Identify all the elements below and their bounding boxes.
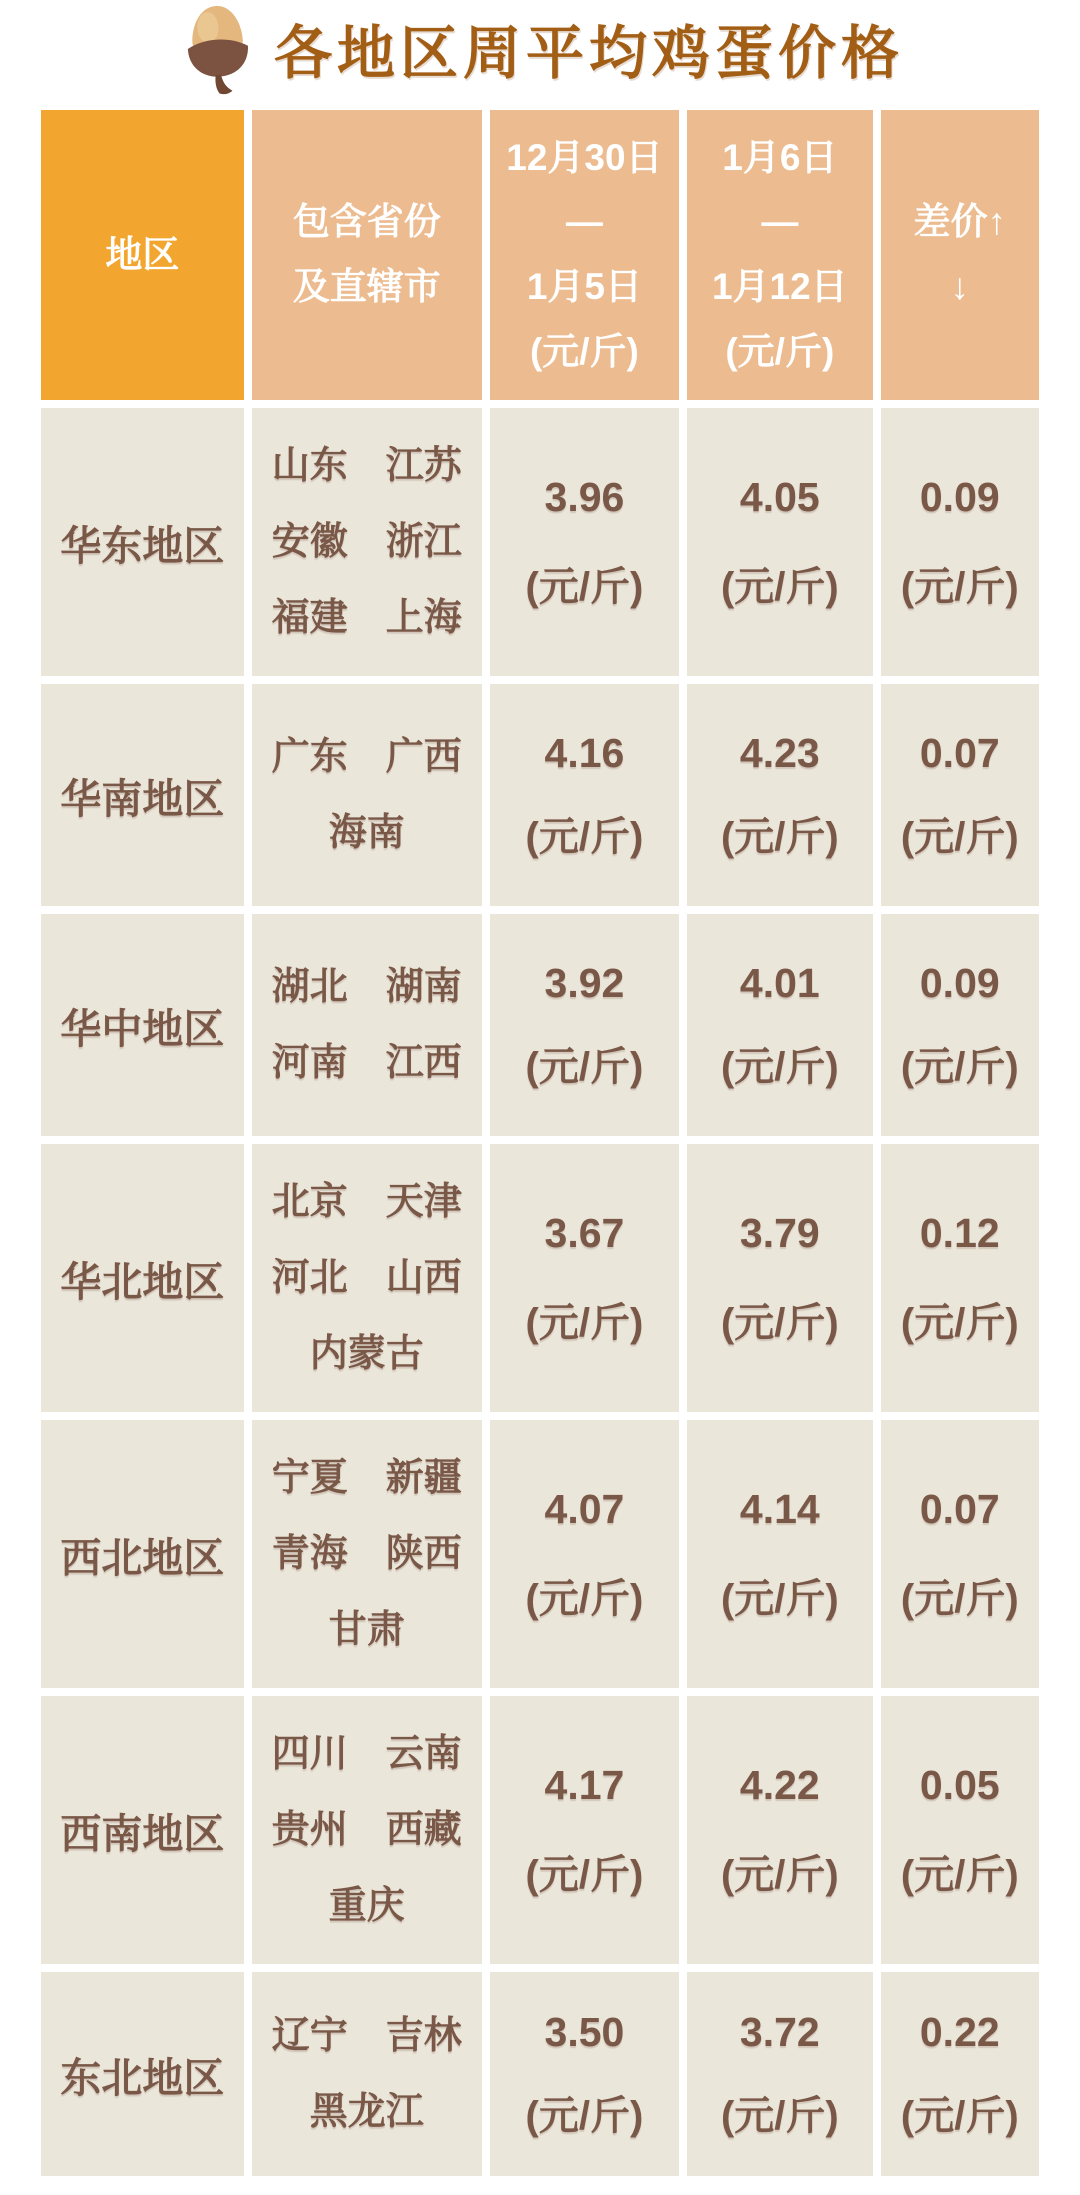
- week2-cell: [687, 1696, 872, 1964]
- price-unit: (元/斤): [720, 1300, 839, 1345]
- header-diff: [881, 110, 1039, 400]
- header-region-label: 地区: [105, 233, 180, 275]
- price-unit: (元/斤): [720, 814, 839, 859]
- province-line: 海南: [328, 812, 405, 854]
- price-unit: (元/斤): [525, 1576, 644, 1621]
- price-value: 0.07: [919, 1486, 1000, 1533]
- price-value: 0.12: [919, 1210, 1000, 1257]
- province-line: 安徽 浙江: [271, 521, 462, 563]
- header-provinces-line1: 包含省份: [292, 201, 441, 243]
- header-region: [41, 110, 244, 400]
- provinces-cell: [252, 1420, 482, 1688]
- province-line: 河南 江西: [271, 1042, 462, 1084]
- title-bar: [0, 0, 1080, 102]
- region-name: 华中地区: [60, 1005, 225, 1052]
- region-name: 华北地区: [60, 1258, 225, 1305]
- table-body: [41, 408, 1039, 2176]
- week2-cell: [687, 1144, 872, 1412]
- week2-cell: [687, 1972, 872, 2176]
- price-unit: (元/斤): [900, 1300, 1019, 1345]
- provinces-cell: [252, 684, 482, 906]
- diff-cell: [881, 684, 1039, 906]
- region-cell: [41, 684, 244, 906]
- price-value: 4.22: [739, 1762, 820, 1809]
- province-line: 湖北 湖南: [271, 966, 462, 1008]
- acorn-icon: [174, 0, 263, 99]
- price-unit: (元/斤): [720, 564, 839, 609]
- week1-cell: [490, 914, 679, 1136]
- price-value: 4.07: [544, 1486, 625, 1533]
- province-line: 河北 山西: [271, 1257, 462, 1299]
- price-unit: (元/斤): [720, 2093, 839, 2138]
- diff-cell: [881, 914, 1039, 1136]
- province-line: 辽宁 吉林: [271, 2015, 462, 2057]
- header-provinces-line2: 及直辖市: [292, 266, 441, 307]
- diff-cell: [881, 1420, 1039, 1688]
- table-header-row: [41, 110, 1039, 400]
- price-value: 4.01: [739, 960, 820, 1007]
- header-week1-start: 12月30日: [506, 136, 663, 178]
- region-name: 华南地区: [60, 775, 225, 822]
- province-line: 宁夏 新疆: [271, 1457, 462, 1499]
- province-line: 北京 天津: [271, 1181, 462, 1223]
- week2-cell: [687, 684, 872, 906]
- price-value: 4.17: [544, 1762, 625, 1809]
- price-value: 0.22: [919, 2009, 1000, 2056]
- price-value: 3.79: [739, 1210, 820, 1257]
- price-unit: (元/斤): [525, 814, 644, 859]
- header-diff-down-arrow-icon: ↓: [950, 266, 970, 307]
- price-unit: (元/斤): [900, 2093, 1019, 2138]
- price-value: 4.14: [739, 1486, 820, 1533]
- region-name: 西南地区: [60, 1810, 225, 1857]
- egg-price-table: [33, 102, 1047, 2184]
- table-row: [41, 1696, 1039, 1964]
- price-unit: (元/斤): [900, 814, 1019, 859]
- week1-cell: [490, 684, 679, 906]
- price-unit: (元/斤): [720, 1576, 839, 1621]
- provinces-cell: [252, 914, 482, 1136]
- week1-cell: [490, 1696, 679, 1964]
- provinces-cell: [252, 1696, 482, 1964]
- price-value: 3.96: [544, 474, 625, 521]
- region-cell: [41, 1696, 244, 1964]
- price-value: 0.09: [919, 960, 1000, 1007]
- provinces-cell: [252, 408, 482, 676]
- price-unit: (元/斤): [900, 1044, 1019, 1089]
- header-week2-unit: (元/斤): [725, 330, 835, 372]
- price-unit: (元/斤): [900, 1576, 1019, 1621]
- price-unit: (元/斤): [720, 1044, 839, 1089]
- table-row: [41, 1972, 1039, 2176]
- week2-cell: [687, 408, 872, 676]
- region-cell: [41, 408, 244, 676]
- price-unit: (元/斤): [525, 564, 644, 609]
- price-value: 4.16: [544, 730, 625, 777]
- price-unit: (元/斤): [900, 1852, 1019, 1897]
- header-week2-end: 1月12日: [711, 266, 848, 307]
- table-row: [41, 684, 1039, 906]
- province-line: 贵州 西藏: [271, 1809, 462, 1851]
- table-row: [41, 408, 1039, 676]
- province-line: 山东 江苏: [271, 445, 462, 487]
- table-row: [41, 1420, 1039, 1688]
- region-name: 华东地区: [60, 522, 225, 569]
- price-unit: (元/斤): [720, 1852, 839, 1897]
- province-line: 甘肃: [328, 1609, 405, 1651]
- week1-cell: [490, 1972, 679, 2176]
- header-week1: [490, 110, 679, 400]
- region-cell: [41, 914, 244, 1136]
- price-unit: (元/斤): [525, 2093, 644, 2138]
- price-value: 3.50: [544, 2009, 625, 2056]
- price-value: 4.23: [739, 730, 820, 777]
- week1-cell: [490, 1144, 679, 1412]
- province-line: 广东 广西: [271, 736, 462, 778]
- header-week1-dash: —: [565, 201, 603, 243]
- diff-cell: [881, 1696, 1039, 1964]
- diff-cell: [881, 408, 1039, 676]
- price-unit: (元/斤): [525, 1044, 644, 1089]
- price-value: 3.67: [544, 1210, 625, 1257]
- week2-cell: [687, 914, 872, 1136]
- provinces-cell: [252, 1972, 482, 2176]
- price-value: 0.05: [919, 1762, 1000, 1809]
- table-row: [41, 914, 1039, 1136]
- province-line: 黑龙江: [309, 2091, 424, 2133]
- price-unit: (元/斤): [525, 1852, 644, 1897]
- price-unit: (元/斤): [900, 564, 1019, 609]
- region-cell: [41, 1420, 244, 1688]
- region-name: 东北地区: [60, 2054, 225, 2101]
- price-value: 3.72: [739, 2009, 820, 2056]
- page-title: 各地区周平均鸡蛋价格: [273, 21, 904, 86]
- region-name: 西北地区: [60, 1534, 225, 1581]
- price-value: 3.92: [544, 960, 625, 1007]
- diff-cell: [881, 1972, 1039, 2176]
- header-week1-end: 1月5日: [526, 266, 642, 307]
- header-week2-dash: —: [761, 201, 799, 243]
- price-value: 0.09: [919, 474, 1000, 521]
- provinces-cell: [252, 1144, 482, 1412]
- province-line: 青海 陕西: [271, 1533, 462, 1575]
- province-line: 重庆: [328, 1885, 405, 1927]
- province-line: 福建 上海: [271, 597, 462, 639]
- header-week1-unit: (元/斤): [529, 330, 639, 372]
- price-unit: (元/斤): [525, 1300, 644, 1345]
- province-line: 内蒙古: [309, 1333, 424, 1375]
- province-line: 四川 云南: [271, 1733, 462, 1775]
- price-value: 4.05: [739, 474, 820, 521]
- price-value: 0.07: [919, 730, 1000, 777]
- header-week2: [687, 110, 872, 400]
- week2-cell: [687, 1420, 872, 1688]
- week1-cell: [490, 408, 679, 676]
- header-week2-start: 1月6日: [722, 136, 838, 178]
- region-cell: [41, 1144, 244, 1412]
- table-row: [41, 1144, 1039, 1412]
- week1-cell: [490, 1420, 679, 1688]
- diff-cell: [881, 1144, 1039, 1412]
- header-provinces: [252, 110, 482, 400]
- header-diff-label-up-arrow: 差价↑: [913, 201, 1007, 243]
- region-cell: [41, 1972, 244, 2176]
